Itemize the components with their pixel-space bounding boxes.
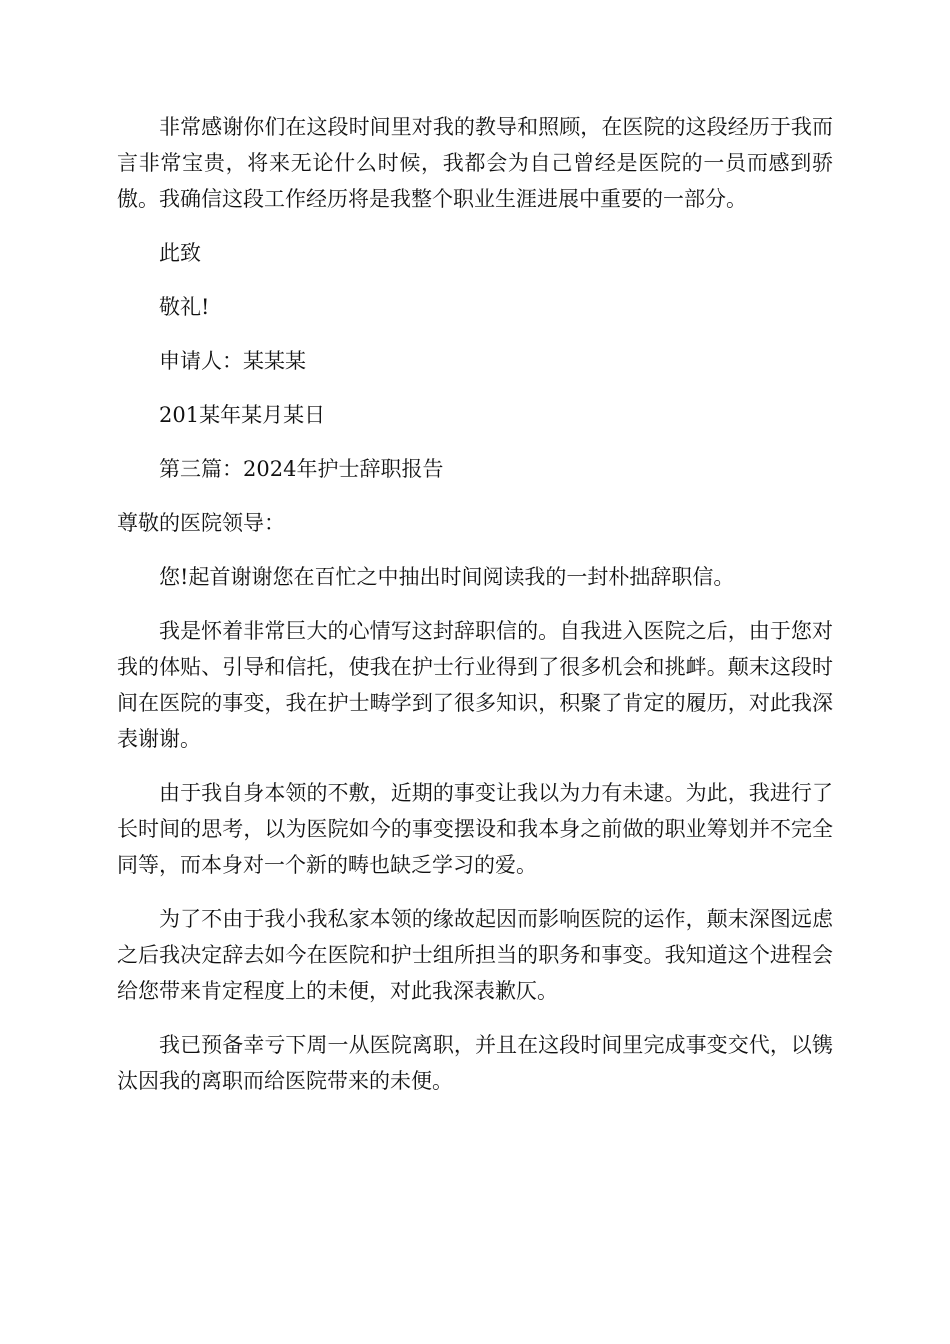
letter-date: 201某年某月某日 [159, 403, 326, 427]
paragraph-feelings: 我是怀着非常巨大的心情写这封辞职信的。自我进入医院之后，由于您对我的体贴、引导和信托，使我在护士行业得到了很多机会和挑衅。颠末这段时间在医院的事变，我在护士畴学到了很多知识，积聚了肯定的履历，对此我深表谢谢。 [117, 619, 833, 751]
document-body [117, 109, 833, 1117]
paragraph-decision: 为了不由于我小我私家本领的缘故起因而影响医院的运作，颠末深图远虑之后我决定辞去如今在医院和护士组所担当的职务和事变。我知道这个进程会给您带来肯定程度上的未便，对此我深表歉仄。 [117, 907, 833, 1003]
letter-greeting: 尊敬的医院领导： [117, 511, 285, 535]
paragraph-handover: 我已预备幸亏下周一从医院离职，并且在这段时间里完成事变交代，以镌汰因我的离职而给医院带来的未便。 [117, 1033, 833, 1093]
closing-salutation: 此致 [159, 241, 201, 265]
paragraph-gratitude: 非常感谢你们在这段时间里对我的教导和照顾，在医院的这段经历于我而言非常宝贵，将来无论什么时候，我都会为自己曾经是医院的一员而感到骄傲。我确信这段工作经历将是我整个职业生涯进展中重要的一部分。 [117, 115, 833, 211]
paragraph-opening: 您!起首谢谢您在百忙之中抽出时间阅读我的一封朴拙辞职信。 [159, 565, 735, 589]
closing-regards: 敬礼! [159, 295, 210, 319]
section-title: 第三篇：2024年护士辞职报告 [159, 457, 444, 481]
applicant-signature: 申请人：某某某 [159, 349, 306, 373]
paragraph-reason: 由于我自身本领的不敷，近期的事变让我以为力有未逮。为此，我进行了长时间的思考，以为医院如今的事变摆设和我本身之前做的职业筹划并不完全同等，而本身对一个新的畴也缺乏学习的爱。 [117, 781, 833, 877]
